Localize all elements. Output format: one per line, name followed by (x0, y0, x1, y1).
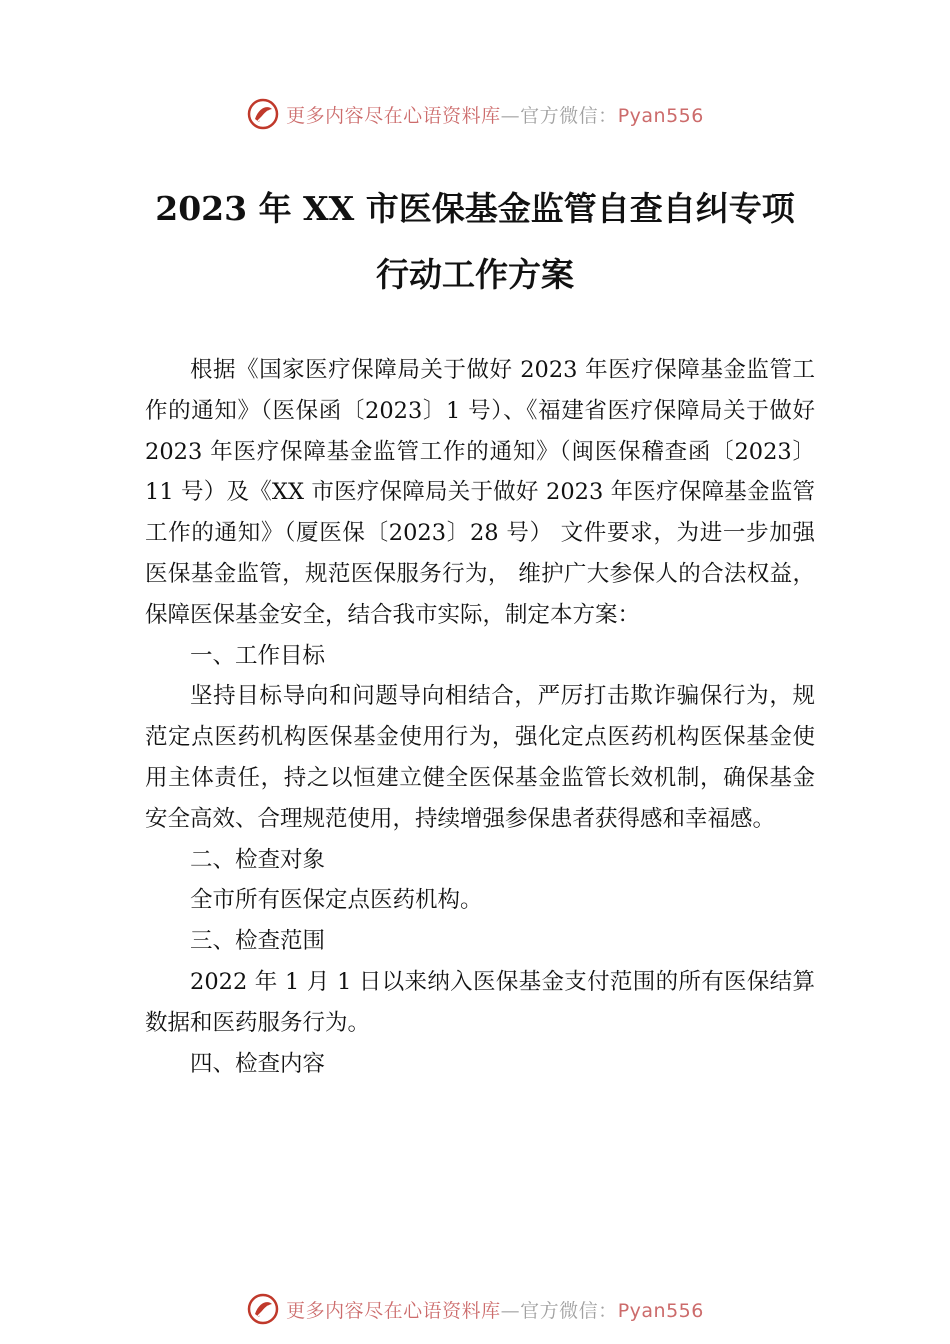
section-heading-4: 四、检查内容 (190, 1050, 326, 1077)
section-heading-3: 三、检查范围 (190, 928, 326, 955)
document-body (145, 350, 815, 1084)
section-heading-2: 二、检查对象 (190, 846, 326, 873)
watermark-separator: — (500, 1299, 521, 1322)
brand-logo-icon (246, 97, 280, 131)
header-watermark (0, 94, 950, 134)
section-paragraph-2: 全市所有医保定点医药机构。 (190, 887, 483, 914)
watermark-handle: Pyan556 (617, 1299, 704, 1322)
intro-paragraph: 根据《国家医疗保障局关于做好 2023 年医疗保障基金监管工作的通知》（医保函〔2023〕1 号）、《福建省医疗保障局关于做好 2023 年医疗保障基金监管工作的通知》（闽医保稽查函〔2023〕11 号）及《XX 市医疗保障局关于做好 2023 年医疗保障基金监管工作的通知》（厦医保〔2023〕28 号） 文件要求，为进一步加强医保基金监管，规范医保服务行为， 维护广大参保人的合法权益，保障医保基金安全，结合我市实际，制定本方案： (145, 357, 815, 628)
watermark-site-name: 更多内容尽在心语资料库 (286, 1299, 501, 1322)
watermark-separator: — (500, 104, 521, 127)
footer-watermark (0, 1289, 950, 1329)
brand-logo-icon (246, 1292, 280, 1326)
watermark-site-name: 更多内容尽在心语资料库 (286, 104, 501, 127)
document-title-line-2: 行动工作方案 (376, 255, 574, 294)
document-title-line-1: 2023 年 XX 市医保基金监管自查自纠专项 (155, 189, 795, 228)
section-paragraph-1: 坚持目标导向和问题导向相结合，严厉打击欺诈骗保行为，规范定点医药机构医保基金使用行为，强化定点医药机构医保基金使用主体责任，持之以恒建立健全医保基金监管长效机制，确保基金安全高效、合理规范使用，持续增强参保患者获得感和幸福感。 (145, 683, 815, 832)
watermark-handle: Pyan556 (617, 104, 704, 127)
section-heading-1: 一、工作目标 (190, 642, 326, 669)
watermark-text (286, 101, 704, 128)
watermark-label: 官方微信： (520, 104, 618, 127)
watermark-label: 官方微信： (520, 1299, 618, 1322)
watermark-text (286, 1296, 704, 1323)
section-paragraph-3: 2022 年 1 月 1 日以来纳入医保基金支付范围的所有医保结算数据和医药服务行为。 (145, 968, 815, 1036)
